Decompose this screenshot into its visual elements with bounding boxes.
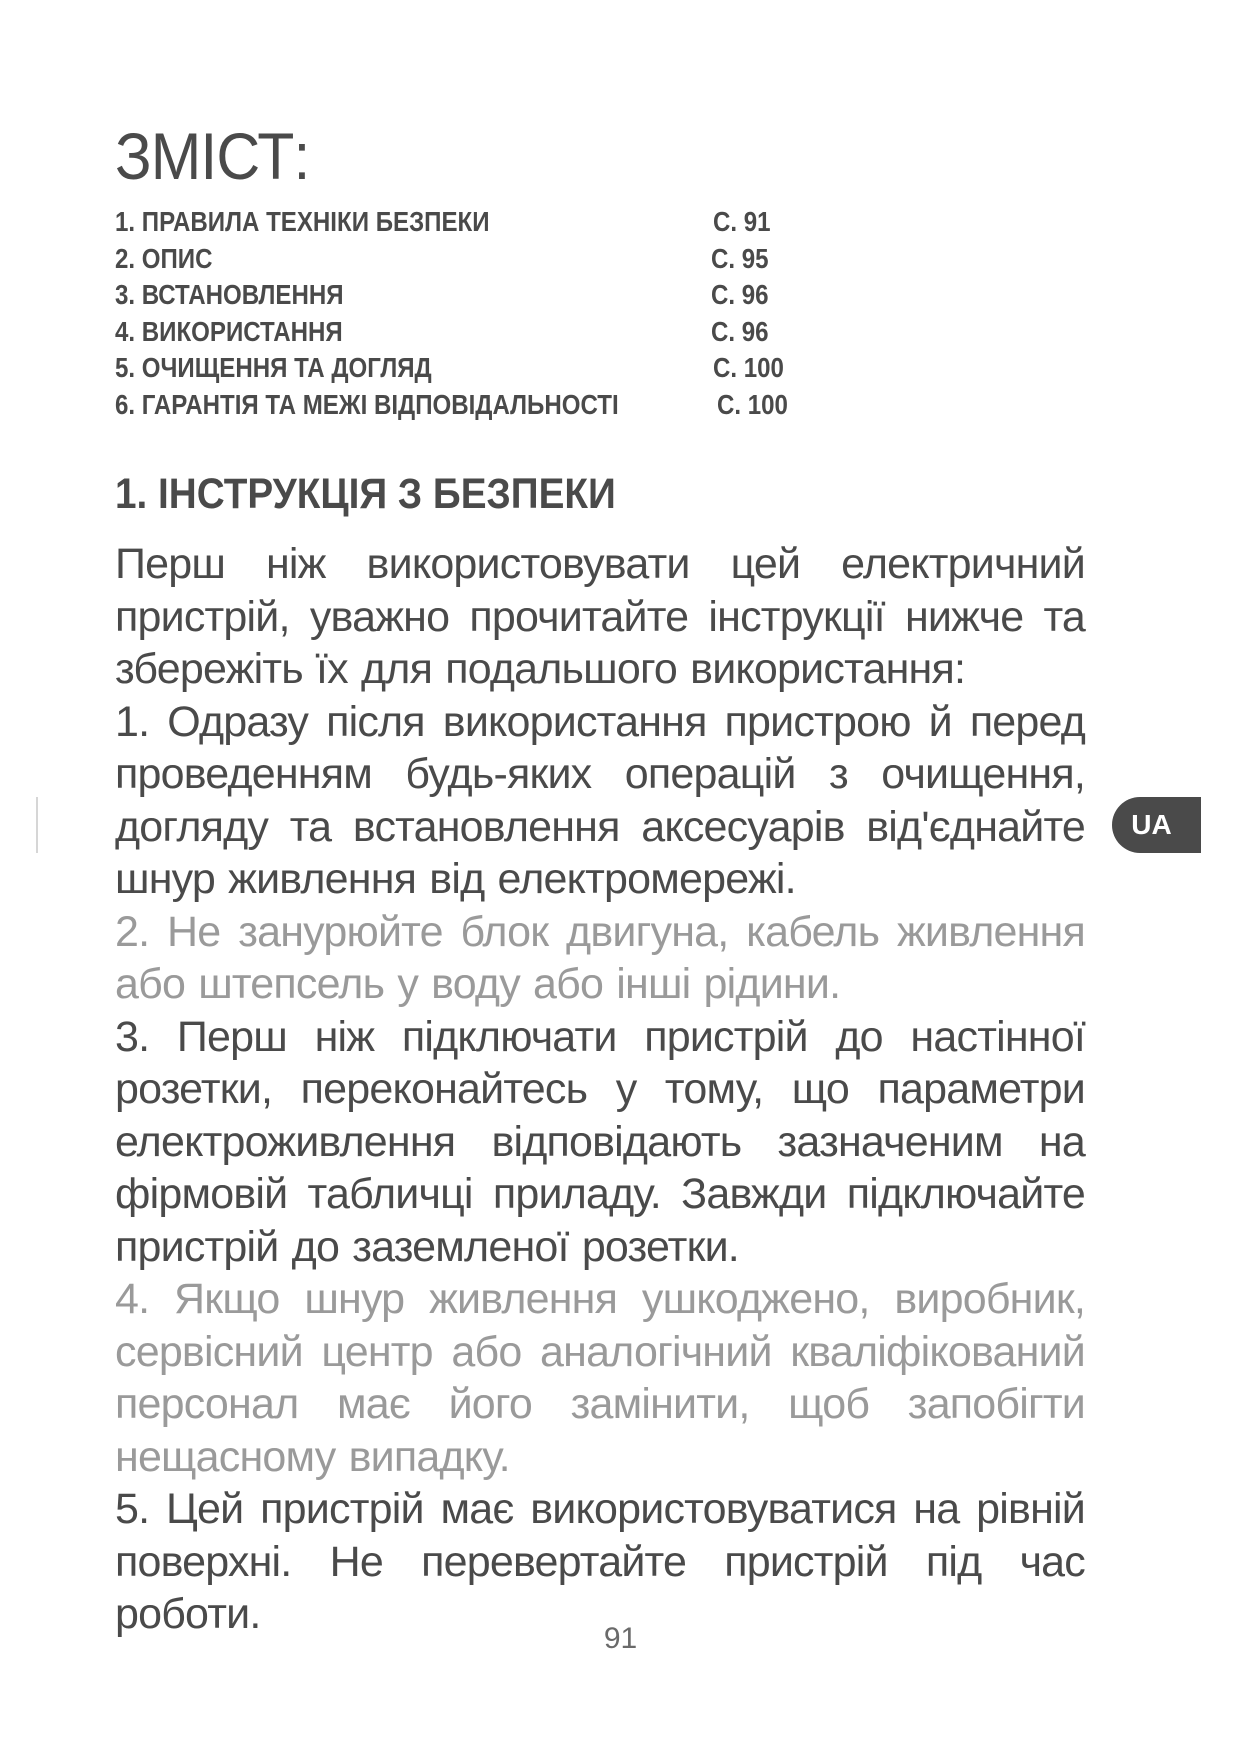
toc-item — [115, 314, 815, 351]
page-title: ЗМІСТ: — [115, 119, 310, 193]
instruction-item: 1. Одразу після використання пристрою й перед проведенням будь-яких операцій з очищення, догляду та встановлення аксесуарів від'єднайте шнур живлення від електромережі. — [115, 697, 1085, 903]
table-of-contents — [115, 204, 815, 423]
toc-item-label: 5. ОЧИЩЕННЯ ТА ДОГЛЯД — [115, 352, 432, 383]
toc-item-page: С. 100 — [717, 388, 788, 420]
toc-item — [115, 277, 815, 314]
toc-item-page: С. 96 — [711, 315, 769, 347]
toc-item-label: 6. ГАРАНТІЯ ТА МЕЖІ ВІДПОВІДАЛЬНОСТІ — [115, 388, 619, 420]
instruction-item: 4. Якщо шнур живлення ушкоджено, виробник, сервісний центр або аналогічний кваліфікований персонал має його замінити, щоб запобігти нещасному випадку. — [115, 1275, 1085, 1481]
toc-item — [115, 350, 815, 387]
toc-item-page: С. 100 — [713, 352, 784, 383]
toc-item-page: С. 95 — [711, 242, 769, 274]
instruction-item: 2. Не занурюйте блок двигуна, кабель живлення або штепсель у воду або інші рідини. — [115, 907, 1085, 1008]
edge-divider — [36, 797, 38, 853]
intro-paragraph: Перш ніж використовувати цей електричний пристрій, уважно прочитайте інструкції нижче та збережіть їх для подальшого використання: — [115, 540, 1085, 693]
instruction-item: 3. Перш ніж підключати пристрій до настінної розетки, переконайтесь у тому, що параметри електроживлення відповідають зазначеним на фірмовій табличці приладу. Завжди підключайте пристрій до заземленої розетки. — [115, 1012, 1085, 1271]
toc-item-label: 4. ВИКОРИСТАННЯ — [115, 315, 343, 347]
section-heading: 1. ІНСТРУКЦІЯ З БЕЗПЕКИ — [115, 470, 616, 518]
toc-item — [115, 241, 815, 278]
toc-item — [115, 204, 815, 241]
toc-item-label: 1. ПРАВИЛА ТЕХНІКИ БЕЗПЕКИ — [115, 206, 490, 237]
toc-item-page: С. 91 — [713, 206, 771, 237]
instruction-item: 5. Цей пристрій має використовуватися на рівній поверхні. Не перевертайте пристрій під час роботи. — [115, 1485, 1085, 1638]
toc-item-label: 3. ВСТАНОВЛЕННЯ — [115, 279, 344, 310]
language-tab: UA — [1112, 797, 1201, 853]
toc-item-page: С. 96 — [711, 279, 769, 310]
page-number: 91 — [603, 1622, 638, 1655]
safety-instructions — [115, 538, 1085, 1641]
toc-item — [115, 387, 815, 424]
toc-item-label: 2. ОПИС — [115, 242, 213, 274]
